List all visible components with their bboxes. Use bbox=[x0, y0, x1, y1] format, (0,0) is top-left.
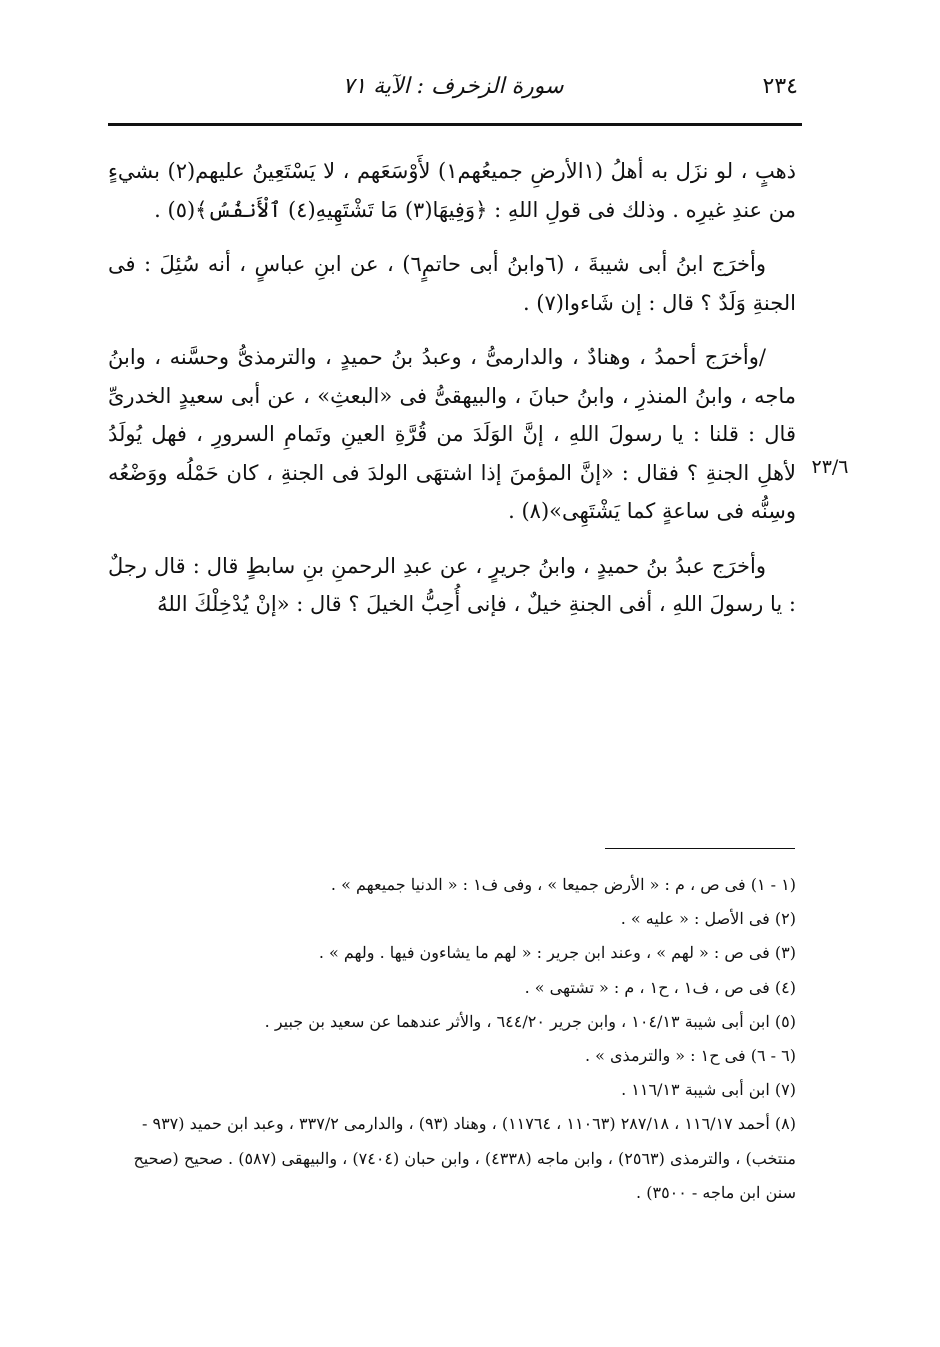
footnote-4: (٤) فى ص ، ف١ ، ح١ ، م : « تشتهى » . bbox=[524, 977, 796, 997]
paragraph-2: وأخرَج ابنُ أبى شيبةَ ، (٦وابنُ أبى حاتمٍ٦) ، عن ابنِ عباسٍ ، أنه سُئِلَ : فى الجنةِ وَلَدٌ ؟ قال : إن شَاءوا(٧) . bbox=[108, 252, 796, 315]
main-text bbox=[108, 152, 796, 640]
footnote-3: (٣) فى ص : « لهم » ، وعند ابن جرير : « لهم ما يشاءون فيها . ولهم » . bbox=[318, 943, 796, 963]
margin-volume-page-reference: ٢٣/٦ bbox=[811, 456, 849, 478]
surah-title: سورة الزخرف : الآية ٧١ bbox=[342, 74, 564, 99]
footnote-6: (٦ - ٦) فى ح١ : « والترمذى » . bbox=[584, 1046, 796, 1066]
page-number: ٢٣٤ bbox=[762, 74, 798, 99]
running-header bbox=[108, 68, 798, 108]
footnote-1: (١ - ١) فى ص ، م : « الأرض جميعا » ، وفى ف١ : « الدنيا جميعهم » . bbox=[330, 875, 796, 894]
footnotes bbox=[108, 868, 796, 1210]
footnote-2: (٢) فى الأصل : « عليه » . bbox=[620, 909, 796, 929]
paragraph-3: /وأخرَج أحمدُ ، وهنادٌ ، والدارمىُّ ، وعبدُ بنُ حميدٍ ، والترمذىُّ وحسَّنه ، وابنُ ماجه ، وابنُ المنذرِ ، وابنُ حبانَ ، والبيهقىُّ فى «البعثِ» ، عن أبى سعيدٍ الخدرىِّ قال : قلنا : يا رسولَ اللهِ ، إنَّ الوَلَدَ من قُرَّةِ العينِ وتَمامِ السرورِ ، فهل يُولَدُ لأهلِ الجنةِ ؟ فقال : «إنَّ المؤمنَ إذا اشتهَى الولدَ فى الجنةِ ، كان حَمْلُه ووَضْعُه وسِنُّه فى ساعةٍ كما يَشْتَهِى»(٨) . bbox=[108, 345, 796, 523]
footnote-7: (٧) ابن أبى شيبة ١١٦/١٣ . bbox=[621, 1080, 796, 1100]
footnote-rule bbox=[605, 848, 795, 849]
paragraph-4: وأخرَج عبدُ بنُ حميدٍ ، وابنُ جريرٍ ، عن عبدِ الرحمنِ بنِ سابطٍ قال : قال رجلٌ : يا رسولَ اللهِ ، أفى الجنةِ خيلٌ ، فإنى أُحِبُّ الخيلَ ؟ قال : «إنْ يُدْخِلْكَ اللهُ bbox=[108, 553, 796, 616]
paragraph-1: ذهبٍ ، لو نزَل به أهلُ (١الأرضِ جميعُهم١) لأَوْسَعَهم ، لا يَسْتَعِينُ عليهم(٢) بشيءٍ من عندِ غيرِه . وذلك فى قولِ اللهِ : ﴿وَفِيهَا(٣) مَا تَشْتَهِيهِ(٤) ٱلْأَنفُسُ﴾(٥) . bbox=[108, 159, 797, 222]
header-rule bbox=[108, 123, 802, 126]
footnote-5: (٥) ابن أبى شيبة ١٠٤/١٣ ، وابن جرير ٦٤٤/٢٠ ، والأثر عندهما عن سعيد بن جبير . bbox=[264, 1011, 796, 1031]
footnote-8: (٨) أحمد ١١٦/١٧ ، ٢٨٧/١٨ (١١٠٦٣ ، ١١٧٦٤) ، وهناد (٩٣) ، والدارمى ٣٣٧/٢ ، وعبد ابن حميد (٩٣٧ - منتخب) ، والترمذى (٢٥٦٣) ، وابن ماجه (٤٣٣٨) ، وابن حبان (٧٤٠٤) ، والبيهقى (٥٨٧) . صحيح (صحيح سنن ابن ماجه - ٣٥٠٠) . bbox=[133, 1114, 796, 1202]
